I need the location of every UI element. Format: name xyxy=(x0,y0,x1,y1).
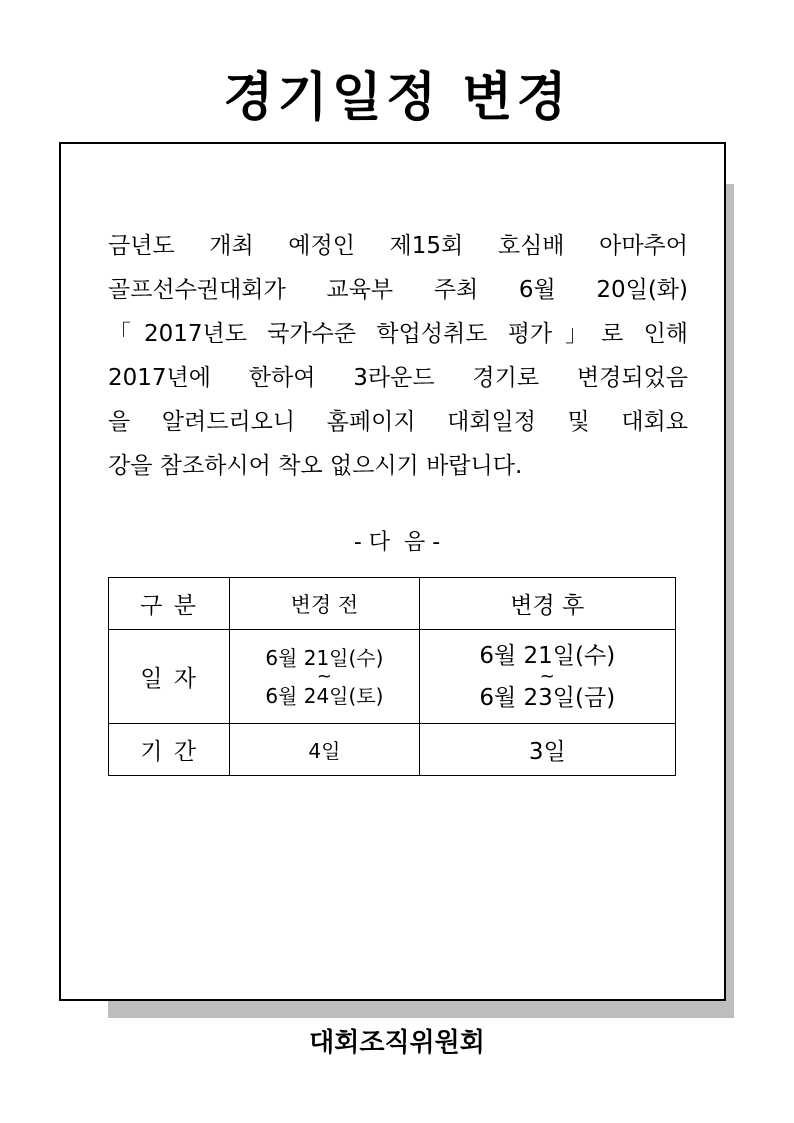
subheading: - 다 음 - xyxy=(353,530,441,555)
header-category: 구 분 xyxy=(109,578,230,630)
notice-body xyxy=(108,224,688,488)
body-line: 골프선수권대회가 교육부 주최 6월 20일(화) xyxy=(108,277,688,303)
period-after: 3일 xyxy=(419,724,675,776)
date-before-cell xyxy=(230,630,419,724)
body-line: 을 알려드리오니 홈페이지 대회일정 및 대회요 xyxy=(108,409,688,435)
date-before-start: 6월 21일(수) xyxy=(265,645,384,670)
schedule-table xyxy=(108,577,676,776)
page-title: 경기일정 변경 xyxy=(223,68,571,128)
body-line: 「2017년도 국가수준 학업성취도 평가」로 인해 xyxy=(108,321,688,347)
period-before: 4일 xyxy=(230,724,419,776)
organizer-name: 대회조직위원회 xyxy=(309,1028,485,1058)
date-before-tilde: ~ xyxy=(316,665,332,687)
body-line: 강을 참조하시어 착오 없으시기 바랍니다. xyxy=(108,453,523,479)
table-row xyxy=(109,724,676,776)
date-after-cell xyxy=(419,630,675,724)
header-before: 변경 전 xyxy=(230,578,419,630)
header-after: 변경 후 xyxy=(419,578,675,630)
row-label-date: 일 자 xyxy=(109,630,230,724)
date-after-start: 6월 21일(수) xyxy=(479,642,616,669)
date-after-end: 6월 23일(금) xyxy=(479,684,616,711)
body-line: 2017년에 한하여 3라운드 경기로 변경되었음 xyxy=(108,365,688,391)
row-label-period: 기 간 xyxy=(109,724,230,776)
table-header-row xyxy=(109,578,676,630)
body-line: 금년도 개최 예정인 제15회 호심배 아마추어 xyxy=(108,233,688,259)
date-after-tilde: ~ xyxy=(539,665,555,687)
date-before-end: 6월 24일(토) xyxy=(265,683,384,708)
table-row xyxy=(109,630,676,724)
